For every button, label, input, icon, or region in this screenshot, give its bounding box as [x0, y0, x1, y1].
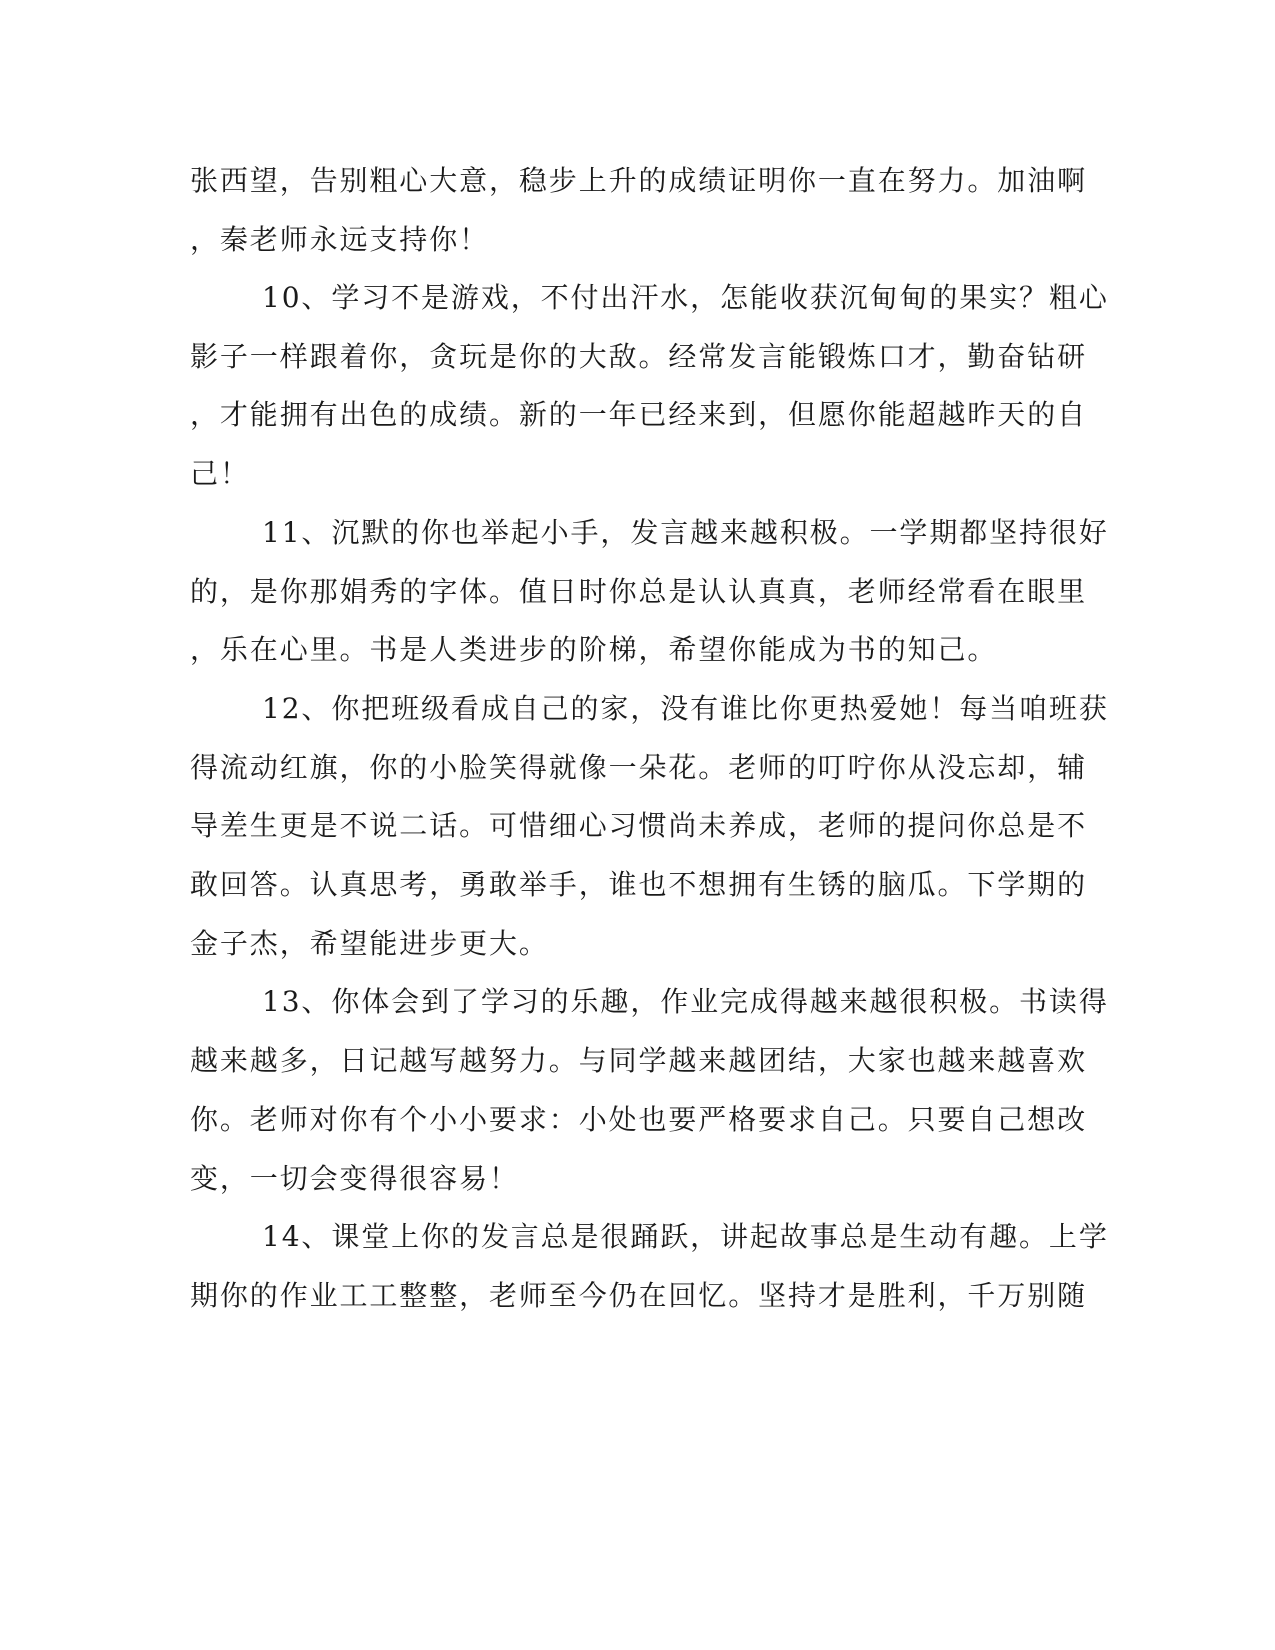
- text-line: ，乐在心里。书是人类进步的阶梯，希望你能成为书的知己。: [190, 633, 998, 666]
- text-line: 变，一切会变得很容易！: [190, 1162, 519, 1195]
- text-line: ，才能拥有出色的成绩。新的一年已经来到，但愿你能超越昨天的自: [190, 398, 1088, 431]
- text-line: 影子一样跟着你，贪玩是你的大敌。经常发言能锻炼口才，勤奋钻研: [190, 340, 1088, 373]
- text-line: 金子杰，希望能进步更大。: [190, 927, 549, 960]
- paragraph-start-12: 12、你把班级看成自己的家，没有谁比你更热爱她！每当咱班获: [262, 692, 1109, 725]
- text-line: 的，是你那娟秀的字体。值日时你总是认认真真，老师经常看在眼里: [190, 575, 1088, 608]
- paragraph-start-11: 11、沉默的你也举起小手，发言越来越积极。一学期都坚持很好: [262, 516, 1109, 549]
- text-line: 你。老师对你有个小小要求：小处也要严格要求自己。只要自己想改: [190, 1103, 1088, 1136]
- text-line: 导差生更是不说二话。可惜细心习惯尚未养成，老师的提问你总是不: [190, 809, 1088, 842]
- paragraph-start-10: 10、学习不是游戏，不付出汗水，怎能收获沉甸甸的果实？粗心: [262, 281, 1109, 314]
- text-line: 己！: [190, 457, 250, 490]
- paragraph-start-14: 14、课堂上你的发言总是很踊跃，讲起故事总是生动有趣。上学: [262, 1220, 1109, 1253]
- text-line: 敢回答。认真思考，勇敢举手，谁也不想拥有生锈的脑瓜。下学期的: [190, 868, 1088, 901]
- text-line: ，秦老师永远支持你！: [190, 223, 490, 256]
- text-line: 得流动红旗，你的小脸笑得就像一朵花。老师的叮咛你从没忘却，辅: [190, 751, 1088, 784]
- text-line: 期你的作业工工整整，老师至今仍在回忆。坚持才是胜利，千万别随: [190, 1279, 1088, 1312]
- text-line: 越来越多，日记越写越努力。与同学越来越团结，大家也越来越喜欢: [190, 1044, 1088, 1077]
- text-line: 张西望，告别粗心大意，稳步上升的成绩证明你一直在努力。加油啊: [190, 164, 1088, 197]
- paragraph-start-13: 13、你体会到了学习的乐趣，作业完成得越来越很积极。书读得: [262, 985, 1109, 1018]
